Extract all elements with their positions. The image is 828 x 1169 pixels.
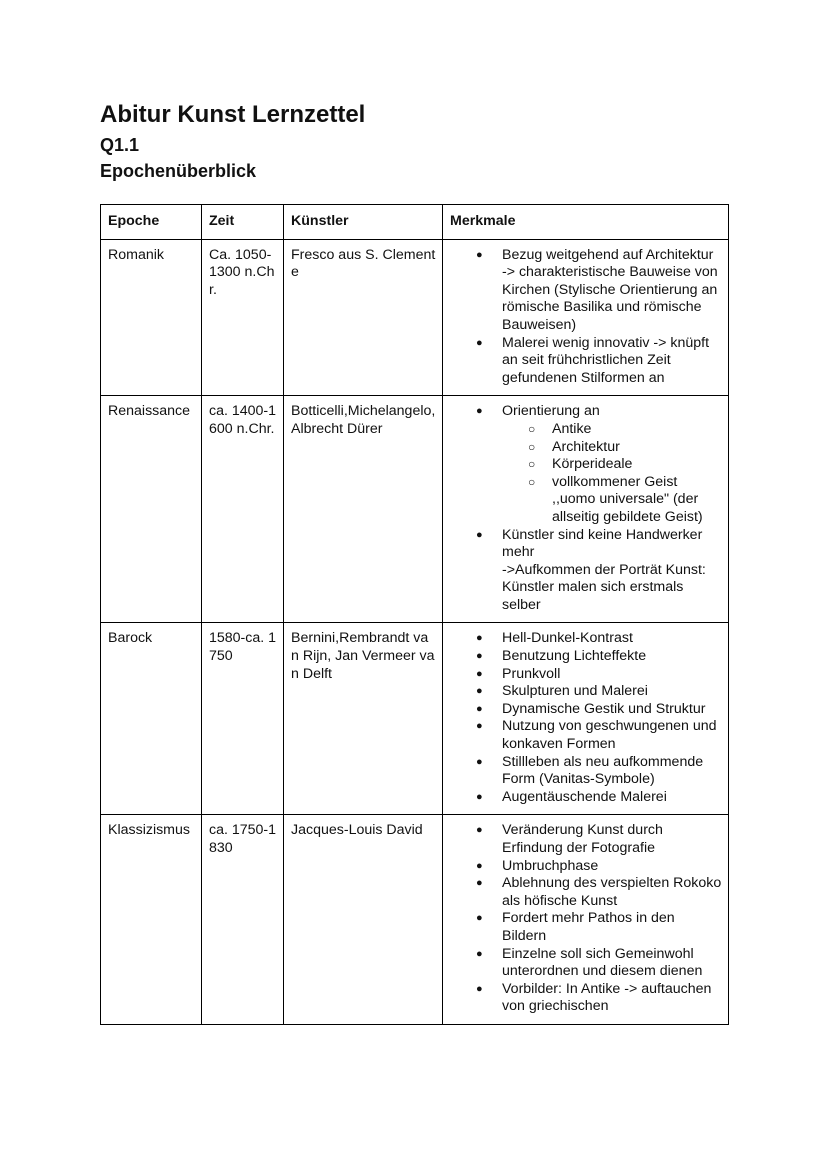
merkmal-item: ● Umbruchphase [502, 858, 722, 876]
cell-kuenstler: Jacques-Louis David [284, 815, 443, 1025]
document-page [100, 98, 728, 1025]
header-kuenstler: Künstler [284, 205, 443, 240]
merkmal-subitem: ○ Antike [552, 421, 722, 439]
merkmal-item: ● Orientierung an ○ Antike ○ Architektur ○ Körperideale ○ vollkommener Geist ,,uomo universale" (der allseitig gebildete Geist) [502, 403, 722, 526]
merkmal-item: ● Künstler sind keine Handwerker mehr ->Aufkommen der Porträt Kunst: Künstler malen sich erstmals selber [502, 527, 722, 615]
merkmal-subitem: ○ Architektur [552, 439, 722, 457]
merkmal-item: ● Skulpturen und Malerei [502, 683, 722, 701]
cell-epoche: Klassizismus [101, 815, 202, 1025]
epochs-table [100, 204, 729, 1025]
table-body [101, 239, 729, 1024]
cell-zeit: ca. 1750-1830 [202, 815, 284, 1025]
header-merkmale: Merkmale [443, 205, 729, 240]
merkmal-item: ● Einzelne soll sich Gemeinwohl unterordnen und diesem dienen [502, 946, 722, 981]
merkmale-list [450, 247, 722, 388]
table-row [101, 396, 729, 623]
merkmale-list [450, 403, 722, 614]
merkmal-item: ● Benutzung Lichteffekte [502, 648, 722, 666]
document-title: Abitur Kunst Lernzettel [100, 101, 366, 128]
merkmal-item: ● Prunkvoll [502, 666, 722, 684]
cell-merkmale [443, 239, 729, 396]
merkmal-item: ● Bezug weitgehend auf Architektur -> charakteristische Bauweise von Kirchen (Stylische Orientierung an römische Basilika und römische Bauweisen) [502, 247, 722, 335]
merkmal-subitem: ○ Körperideale [552, 456, 722, 474]
document-subtitle: Q1.1 [100, 135, 140, 155]
merkmal-item: ● Vorbilder: In Antike -> auftauchen von griechischen [502, 981, 722, 1016]
merkmal-item: ● Stillleben als neu aufkommende Form (Vanitas-Symbole) [502, 754, 722, 789]
merkmal-sublist [502, 421, 722, 527]
merkmal-item: ● Ablehnung des verspielten Rokoko als höfische Kunst [502, 875, 722, 910]
table-row [101, 815, 729, 1025]
merkmal-item: ● Fordert mehr Pathos in den Bildern [502, 910, 722, 945]
cell-epoche: Barock [101, 623, 202, 815]
cell-zeit: Ca. 1050-1300 n.Chr. [202, 239, 284, 396]
header-epoche: Epoche [101, 205, 202, 240]
merkmal-subitem: ○ vollkommener Geist ,,uomo universale" (der allseitig gebildete Geist) [552, 474, 722, 527]
cell-kuenstler: Botticelli,Michelangelo,Albrecht Dürer [284, 396, 443, 623]
merkmal-item: ● Malerei wenig innovativ -> knüpft an seit frühchristlichen Zeit gefundenen Stilformen an [502, 335, 722, 388]
merkmale-list [450, 630, 722, 806]
cell-epoche: Romanik [101, 239, 202, 396]
table-row [101, 623, 729, 815]
table-header-row [101, 205, 729, 240]
cell-merkmale [443, 815, 729, 1025]
cell-zeit: 1580-ca. 1750 [202, 623, 284, 815]
cell-epoche: Renaissance [101, 396, 202, 623]
merkmal-item: ● Augentäuschende Malerei [502, 789, 722, 807]
cell-merkmale [443, 396, 729, 623]
cell-zeit: ca. 1400-1600 n.Chr. [202, 396, 284, 623]
cell-kuenstler: Fresco aus S. Clemente [284, 239, 443, 396]
header-zeit: Zeit [202, 205, 284, 240]
cell-merkmale [443, 623, 729, 815]
merkmal-item: ● Dynamische Gestik und Struktur [502, 701, 722, 719]
cell-kuenstler: Bernini,Rembrandt van Rijn, Jan Vermeer van Delft [284, 623, 443, 815]
merkmal-item: ● Hell-Dunkel-Kontrast [502, 630, 722, 648]
merkmale-list [450, 822, 722, 1016]
table-row [101, 239, 729, 396]
merkmal-item: ● Veränderung Kunst durch Erfindung der Fotografie [502, 822, 722, 857]
section-heading: Epochenüberblick [100, 161, 257, 181]
merkmal-item: ● Nutzung von geschwungenen und konkaven Formen [502, 718, 722, 753]
